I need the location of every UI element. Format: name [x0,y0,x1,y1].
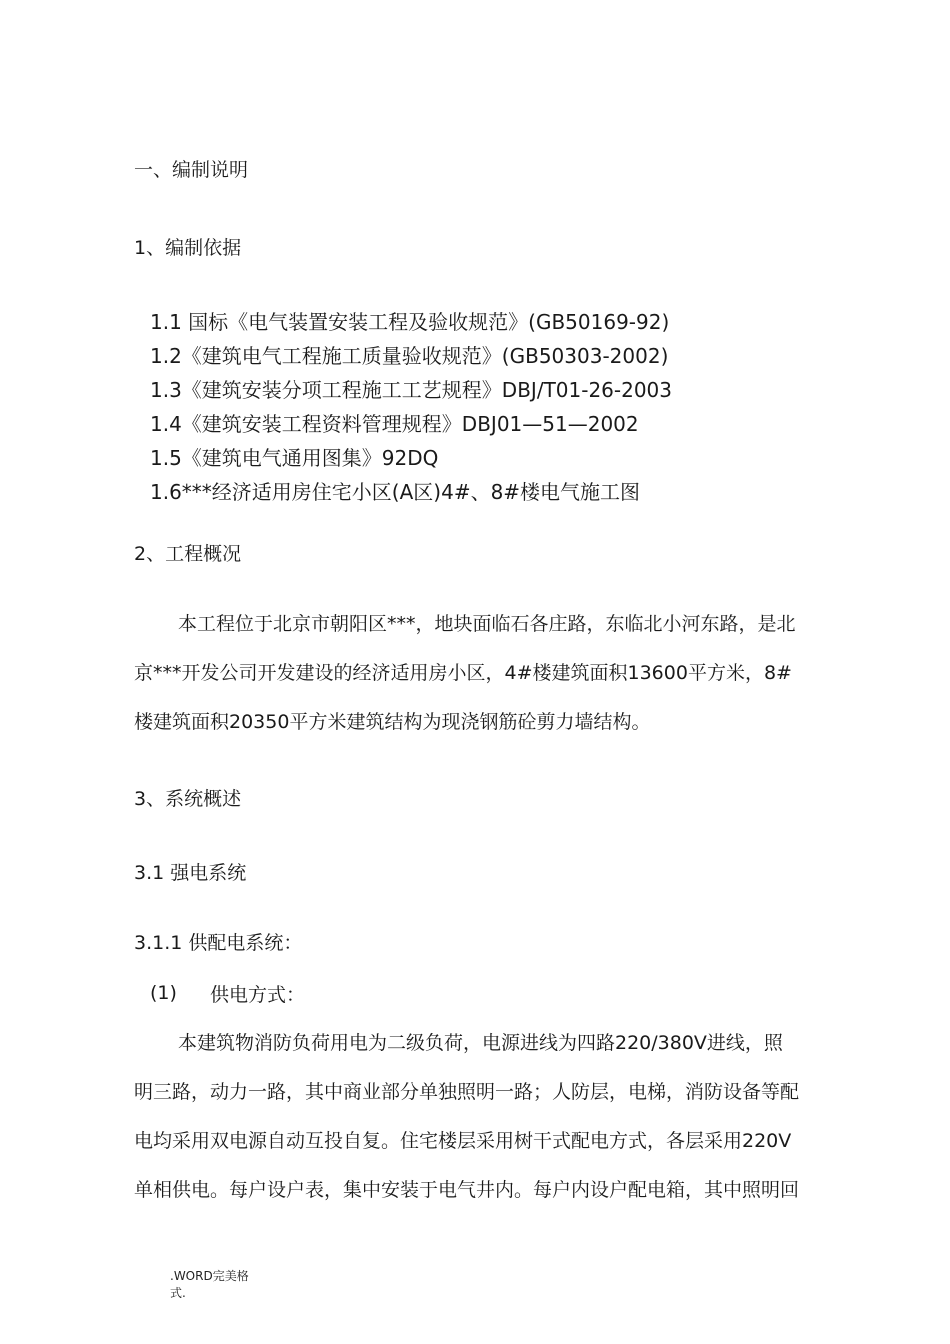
heading-overview: 2、工程概况 [134,543,242,565]
reference-item: 1.4《建筑安装工程资料管理规程》DBJ01—51—2002 [150,412,639,436]
supply-line: 明三路，动力一路，其中商业部分单独照明一路；人防层，电梯，消防设备等配 [134,1081,800,1103]
heading-basis: 1、编制依据 [134,237,242,259]
reference-item: 1.1 国标《电气装置安装工程及验收规范》(GB50169-92) [150,310,670,334]
heading-system: 3、系统概述 [134,788,242,810]
supply-line: 本建筑物消防负荷用电为二级负荷，电源进线为四路220/380V进线，照 [178,1032,783,1054]
reference-item: 1.5《建筑电气通用图集》92DQ [150,446,439,470]
overview-line: 楼建筑面积20350平方米建筑结构为现浇钢筋砼剪力墙结构。 [134,711,651,733]
heading-strong-current: 3.1 强电系统 [134,862,247,884]
footer-watermark-line1: .WORD完美格 [170,1269,249,1283]
reference-item: 1.2《建筑电气工程施工质量验收规范》(GB50303-2002) [150,344,669,368]
supply-line: 单相供电。每户设户表，集中安装于电气井内。每户内设户配电箱，其中照明回 [134,1179,800,1201]
reference-item: 1.3《建筑安装分项工程施工工艺规程》DBJ/T01-26-2003 [150,378,673,402]
overview-line: 京***开发公司开发建设的经济适用房小区，4#楼建筑面积13600平方米，8# [134,662,792,684]
overview-line: 本工程位于北京市朝阳区***，地块面临石各庄路，东临北小河东路，是北 [178,613,796,635]
section-heading-1: 一、编制说明 [134,159,249,181]
heading-power-supply: 3.1.1 供配电系统： [134,932,303,954]
supply-mode-number: (1) [150,982,177,1004]
footer-watermark-line2: 式. [170,1286,186,1300]
reference-item: 1.6***经济适用房住宅小区(A区)4#、8#楼电气施工图 [150,480,641,504]
supply-mode-label: 供电方式： [210,984,306,1006]
supply-line: 电均采用双电源自动互投自复。住宅楼层采用树干式配电方式，各层采用220V [134,1130,792,1152]
